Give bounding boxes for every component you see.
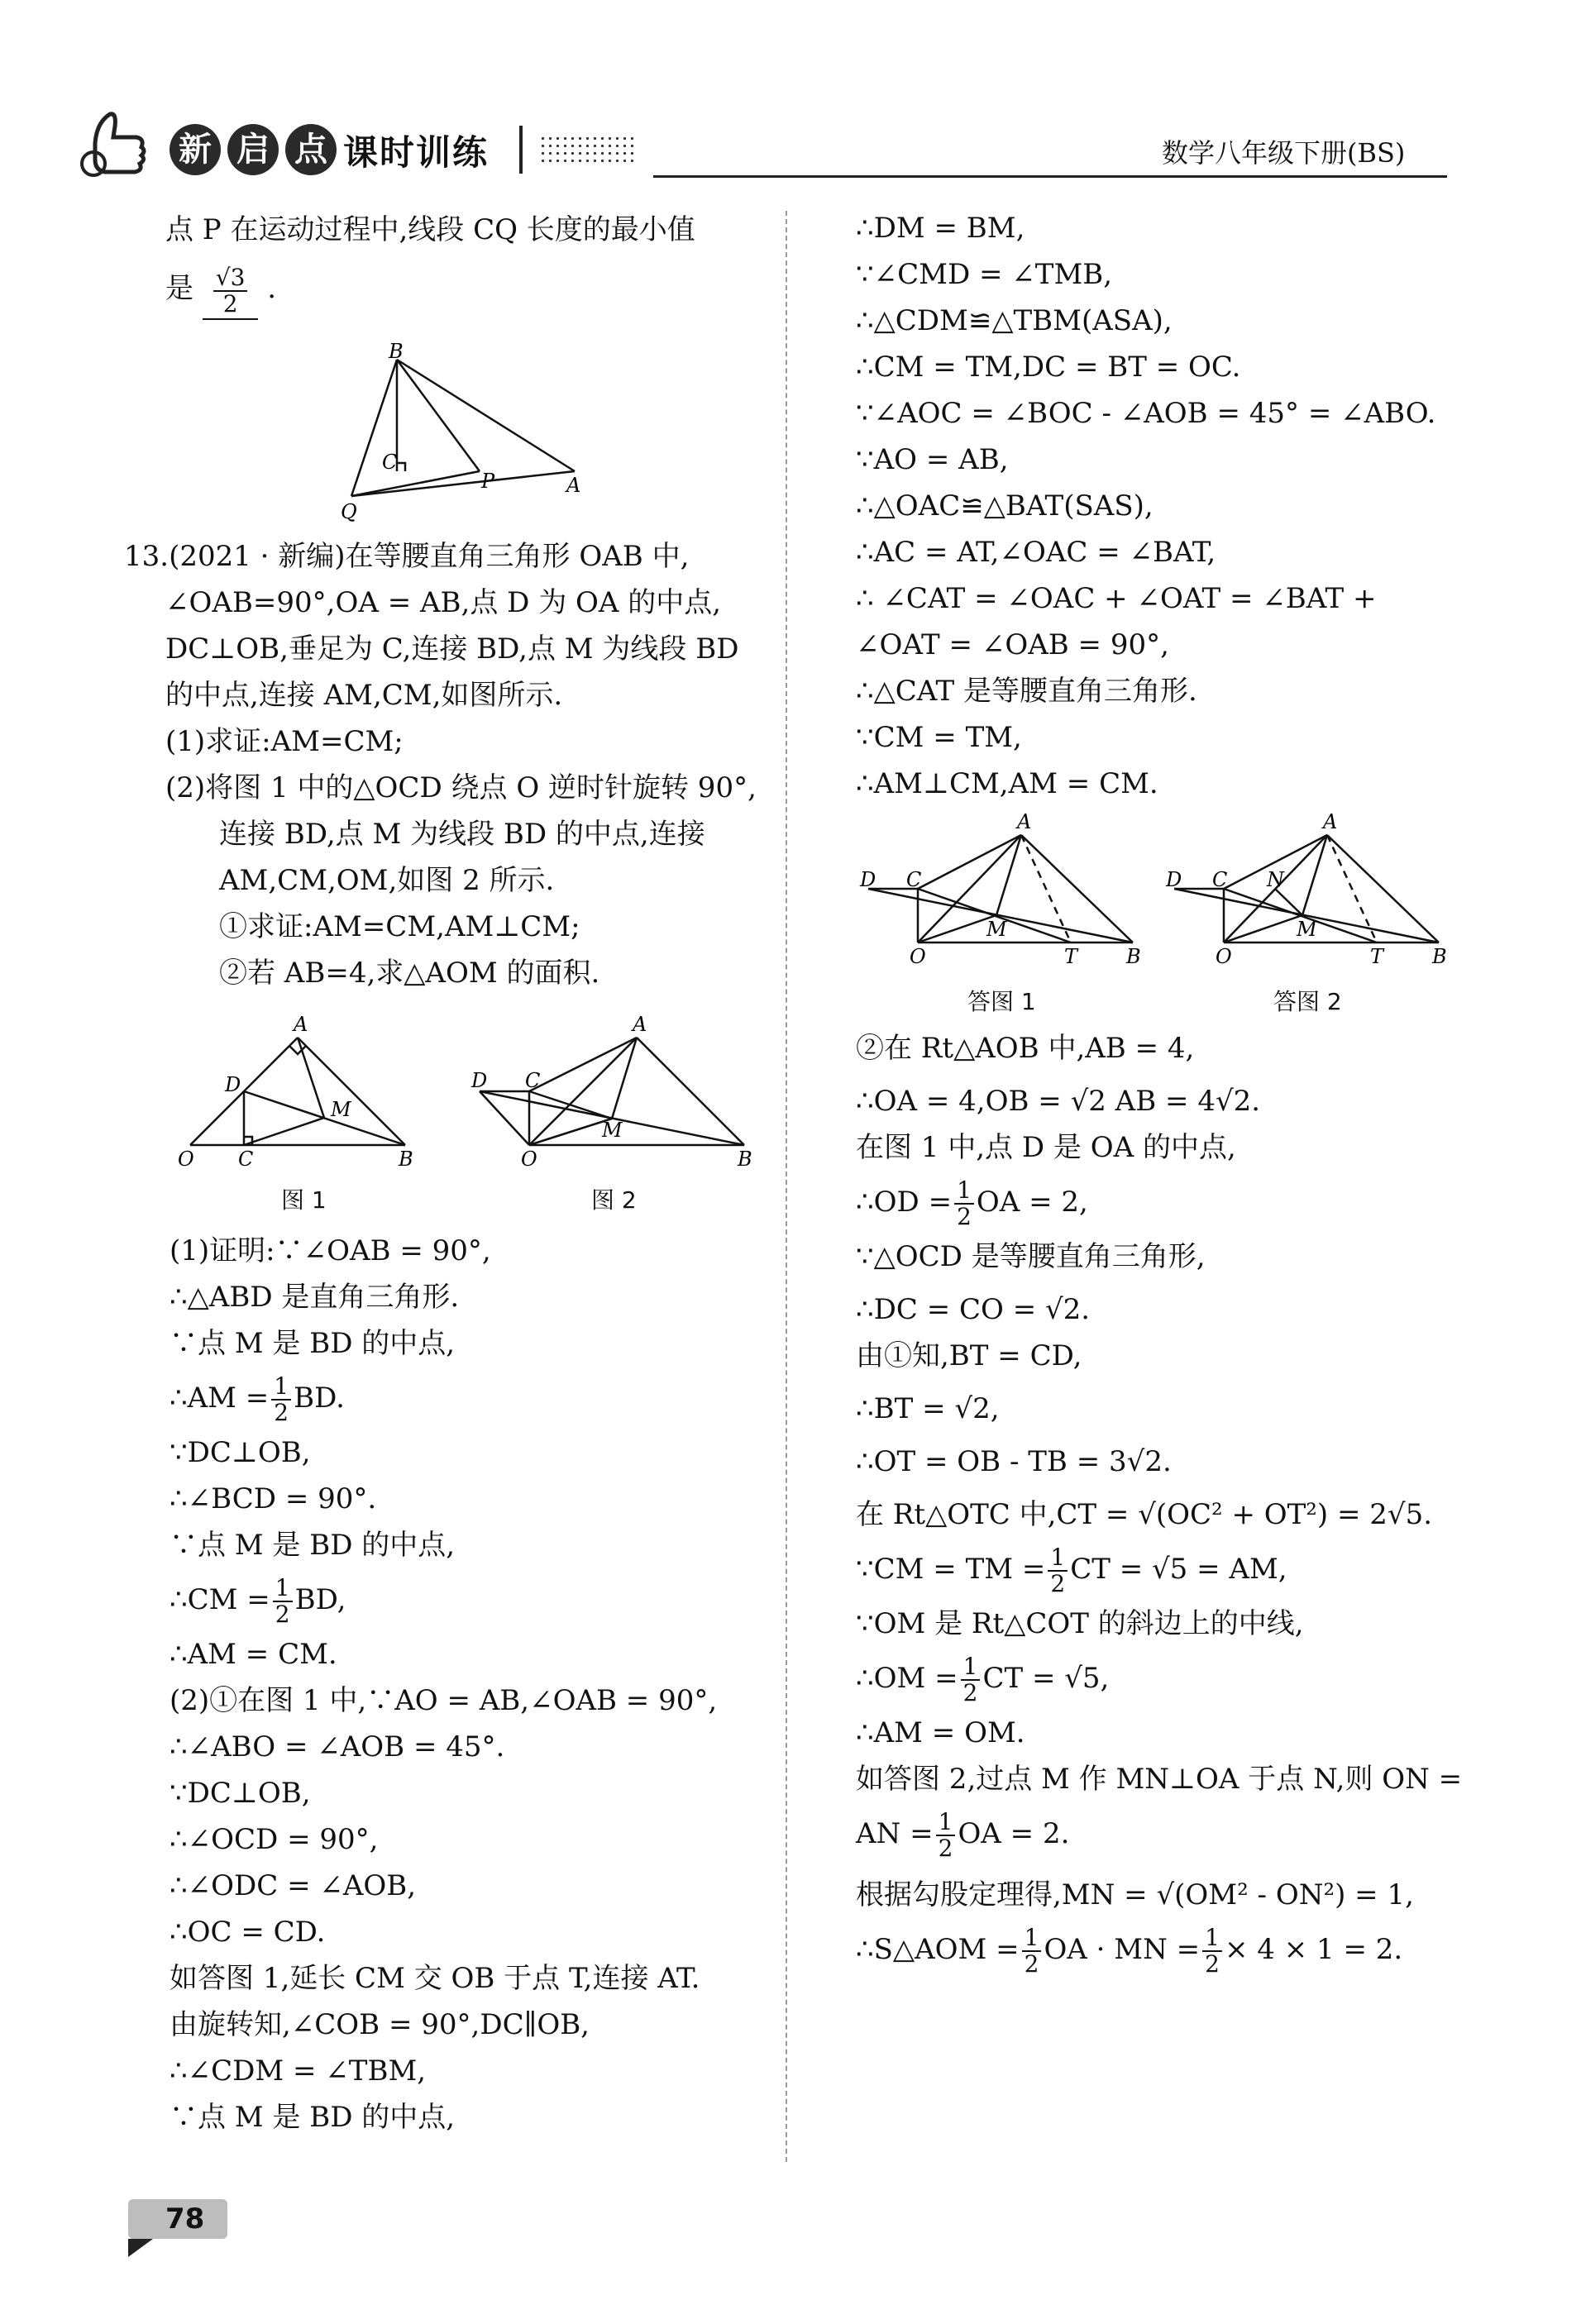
svg-text:T: T (1064, 945, 1078, 968)
sol-line: 在图 1 中,点 D 是 OA 的中点, (856, 1131, 1236, 1164)
brand-char-1: 新 (170, 124, 221, 175)
q13-line-2: ∠OAB=90°,OA = AB,点 D 为 OA 的中点, (165, 586, 722, 619)
sol-line-am: ∴AM = $\frac{1}{2}$ BD. (170, 1372, 345, 1426)
q13-part-2-cont-2: AM,CM,OM,如图 2 所示. (219, 864, 555, 897)
svg-text:M: M (986, 918, 1007, 941)
svg-text:C: C (525, 1069, 541, 1092)
q13-part-2: (2)将图 1 中的△OCD 绕点 O 逆时针旋转 90°, (165, 771, 757, 804)
q13-line-4: 的中点,连接 AM,CM,如图所示. (165, 679, 563, 712)
sol-line: ∴OT = OB - TB = 3√2. (856, 1445, 1172, 1478)
sol-line-od: ∴OD = $\frac{1}{2}$ OA = 2, (856, 1176, 1088, 1230)
sol-line: ∴OC = CD. (170, 1916, 326, 1949)
sol-line: ∴BT = √2, (856, 1392, 1000, 1425)
sol-line: ∠OAT = ∠OAB = 90°, (856, 628, 1169, 661)
sol-line: ∴∠ABO = ∠AOB = 45°. (170, 1730, 505, 1763)
sol-line: (2)①在图 1 中,∵AO = AB,∠OAB = 90°, (170, 1684, 718, 1717)
fig-label-p: P (481, 470, 495, 493)
page-header (0, 0, 1581, 198)
sol-line: ∴∠CDM = ∠TBM, (170, 2054, 427, 2088)
sol-line: (1)证明:∵∠OAB = 90°, (170, 1234, 491, 1267)
q13-part-1: (1)求证:AM=CM; (165, 725, 404, 758)
svg-text:C: C (1212, 868, 1228, 891)
sol-line: ②在 Rt△AOB 中,AB = 4, (856, 1032, 1195, 1065)
sol-line: ∵∠AOC = ∠BOC - ∠AOB = 45° = ∠ABO. (856, 397, 1436, 430)
answer-figure-1 (852, 806, 1149, 971)
svg-text:N: N (1267, 868, 1284, 891)
answer-fig2-caption: 答图 2 (1273, 988, 1342, 1015)
sol-line: 由旋转知,∠COB = 90°,DC∥OB, (170, 2008, 590, 2041)
svg-text:D: D (1166, 868, 1182, 891)
svg-text:B: B (1432, 945, 1447, 968)
answer-fig1-caption: 答图 1 (967, 988, 1036, 1015)
solution-right-bottom (856, 1025, 1462, 1981)
sol-line: ∴△OAC≌△BAT(SAS), (856, 489, 1154, 523)
brand-char-2: 启 (227, 124, 279, 175)
svg-text:A: A (1323, 810, 1338, 833)
sol-line: ∵点 M 是 BD 的中点, (170, 1529, 456, 1562)
book-title: 数学八年级下册(BS) (1162, 137, 1406, 169)
svg-text:B: B (1126, 945, 1141, 968)
figure-q12 (331, 343, 595, 529)
q13-sub-2: ②若 AB=4,求△AOM 的面积. (219, 957, 600, 990)
header-bar (519, 126, 523, 174)
sol-line-area: ∴S△AOM = $\frac{1}{2}$ OA · MN = $\frac{1}{2}$ × 4 × 1 = 2. (856, 1924, 1403, 1978)
fig-label-q: Q (341, 500, 357, 523)
sol-line: ∴AM = CM. (170, 1638, 337, 1671)
sol-line: ∵DC⊥OB, (170, 1436, 311, 1469)
svg-text:M: M (331, 1098, 351, 1121)
svg-text:O: O (1216, 945, 1232, 968)
svg-text:M: M (1297, 918, 1317, 941)
sol-line: ∵点 M 是 BD 的中点, (170, 1327, 456, 1360)
sol-line: 由①知,BT = CD, (856, 1339, 1082, 1372)
svg-text:A: A (633, 1013, 647, 1036)
svg-text:O: O (910, 945, 926, 968)
sol-line: 如答图 1,延长 CM 交 OB 于点 T,连接 AT. (170, 1962, 700, 1995)
q13-part-2-cont-1: 连接 BD,点 M 为线段 BD 的中点,连接 (219, 818, 705, 851)
sol-line: ∴AC = AT,∠OAC = ∠BAT, (856, 536, 1216, 569)
brand-char-3: 点 (285, 124, 337, 175)
page-number: 78 (128, 2199, 227, 2239)
svg-text:C: C (906, 868, 922, 891)
sol-line: ∴∠BCD = 90°. (170, 1482, 377, 1515)
page-number-corner (128, 2239, 153, 2257)
left-intro (165, 207, 695, 320)
q13-line-3: DC⊥OB,垂足为 C,连接 BD,点 M 为线段 BD (165, 632, 739, 666)
sol-line: ∵△OCD 是等腰直角三角形, (856, 1240, 1206, 1273)
brand-subtitle: 课时训练 (343, 132, 490, 173)
sol-line: ∴△CDM≌△TBM(ASA), (856, 304, 1173, 337)
sol-line-an: AN = $\frac{1}{2}$ OA = 2. (856, 1808, 1070, 1862)
sol-line-om: ∴OM = $\frac{1}{2}$ CT = √5, (856, 1653, 1110, 1706)
sol-line: ∴CM = TM,DC = BT = OC. (856, 351, 1241, 384)
sol-line: ∴AM = OM. (856, 1716, 1025, 1749)
sol-line: ∴OA = 4,OB = √2 AB = 4√2. (856, 1085, 1261, 1118)
sol-line: ∵AO = AB, (856, 443, 1009, 476)
svg-text:B: B (399, 1148, 413, 1170)
figure-2 (463, 1005, 761, 1170)
fig2-caption: 图 2 (591, 1186, 637, 1214)
solution-right-top (856, 205, 1435, 807)
answer-figure-2 (1158, 806, 1455, 971)
sol-line: ∵OM 是 Rt△COT 的斜边上的中线, (856, 1607, 1304, 1640)
sol-line: ∴△CAT 是等腰直角三角形. (856, 675, 1197, 708)
sol-line: 如答图 2,过点 M 作 MN⊥OA 于点 N,则 ON = (856, 1763, 1463, 1796)
sol-line: ∴∠OCD = 90°, (170, 1823, 379, 1856)
fig-label-a: A (566, 474, 581, 497)
svg-text:M: M (602, 1119, 623, 1142)
sol-line: 根据勾股定理得,MN = √(OM² - ON²) = 1, (856, 1878, 1414, 1911)
header-rule (653, 175, 1447, 178)
svg-text:C: C (238, 1148, 254, 1170)
sol-line: ∴DM = BM, (856, 212, 1025, 245)
sol-line: ∵CM = TM, (856, 721, 1022, 754)
sol-line: ∵点 M 是 BD 的中点, (170, 2101, 456, 2134)
svg-text:D: D (225, 1073, 241, 1096)
sol-line: ∴ ∠CAT = ∠OAC + ∠OAT = ∠BAT + (856, 582, 1377, 615)
intro-line-1: 点 P 在运动过程中,线段 CQ 长度的最小值 (165, 213, 695, 246)
svg-text:O: O (521, 1148, 537, 1170)
question-13 (124, 533, 757, 996)
q13-sub-1: ①求证:AM=CM,AM⊥CM; (219, 910, 580, 943)
svg-text:D: D (471, 1069, 488, 1092)
fig-label-c: C (382, 451, 398, 474)
thumbs-up-icon (79, 106, 153, 188)
fig-label-b: B (389, 343, 404, 363)
svg-text:B: B (738, 1148, 752, 1170)
svg-text:O: O (178, 1148, 194, 1170)
sol-line: ∴AM⊥CM,AM = CM. (856, 767, 1158, 800)
figure-1 (174, 1005, 422, 1170)
sol-line-cm: ∴CM = $\frac{1}{2}$ BD, (170, 1574, 346, 1628)
sol-line: ∴DC = CO = √2. (856, 1293, 1091, 1326)
intro-line-2: 是 $\frac{√3}{2}$ . (165, 260, 695, 320)
q13-line-1: 13.(2021 · 新编)在等腰直角三角形 OAB 中, (124, 540, 690, 573)
svg-text:T: T (1370, 945, 1384, 968)
answer-blank: $\frac{√3}{2}$ (203, 260, 259, 320)
sol-line: ∴△ABD 是直角三角形. (170, 1281, 460, 1314)
sol-line: ∴∠ODC = ∠AOB, (170, 1869, 417, 1902)
sol-line-tm: ∵CM = TM = $\frac{1}{2}$ CT = √5 = AM, (856, 1544, 1287, 1597)
column-divider (786, 211, 787, 2162)
fig1-caption: 图 1 (281, 1186, 327, 1214)
sol-line: 在 Rt△OTC 中,CT = √(OC² + OT²) = 2√5. (856, 1498, 1433, 1531)
svg-text:A: A (294, 1013, 308, 1036)
sol-line: ∵∠CMD = ∠TMB, (856, 258, 1113, 291)
header-dots (539, 135, 634, 166)
svg-text:D: D (860, 868, 876, 891)
svg-text:A: A (1017, 810, 1032, 833)
solution-left (170, 1228, 717, 2140)
sol-line: ∵DC⊥OB, (170, 1777, 311, 1810)
